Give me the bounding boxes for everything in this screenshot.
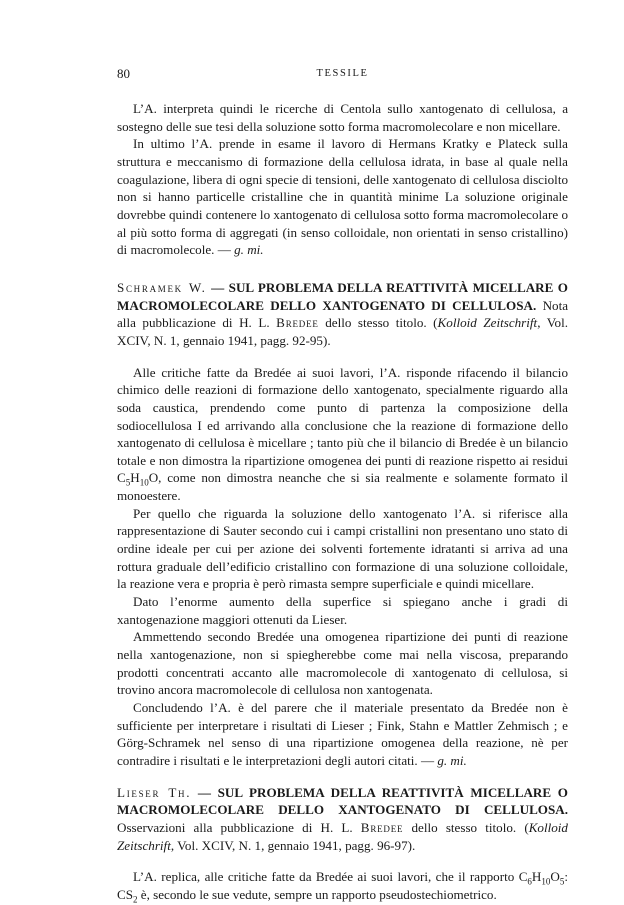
review3-heading: Lieser Th. — SUL PROBLEMA DELLA REATTIVITÀ MICELLARE O MACROMOLECOLARE DELLO XANTOGENATO DI CELLULOSA. Osservazioni alla pubblicazione di H. L. Bredee dello stesso titolo. (Kolloid Zeitschrift, Vol. XCIV, N. 1, gennaio 1941, pagg. 96-97). [117,784,568,853]
formula-o: O [148,470,159,486]
review2-paragraph-5-text: Concludendo l’A. è del parere che il materiale presentato da Bredée non è sufficiente per interpretare i risultati di Lieser ; Fink, Stahn e Mattler Zehmisch ; e Görg-Schramek nel senso di una ripartizione omogenea della reazione, nè per contradire i risultati e le interpretazioni degli autori citati. — [117,700,568,768]
review3-citation: , Vol. XCIV, N. 1, gennaio 1941, pagg. 96-97). [170,837,416,853]
review3-note-name: Bredee [360,819,404,835]
review3-note-pre: Osservazioni alla pubblicazione di H. L. [117,819,353,835]
page-header [117,66,568,86]
formula-c5h10o [117,470,159,489]
review3-paragraph-1 [117,868,568,903]
formula-separator: : CS [117,869,568,902]
review2-paragraph-3: Dato l’enorme aumento della superfice si spiegano anche i gradi di xantogenazione maggiori ottenuti da Lieser. [117,594,568,627]
formula-h: H [130,470,140,486]
review2-paragraph-1-text: Alle critiche fatte da Bredée ai suoi lavori, l’A. risponde rifacendo il bilancio chimico delle reazioni di formazione dello xantogenato, specialmente riguardo alla soda caustica, prendendo come punto di partenza la composizione della sodiocellulosa I ed arrivando alla conclusione che la reazione di formazione dello xantogenato di cellulosa è micellare ; tanto più che il bilancio di Bredée è un bilancio totale e non dimostra la ripartizione omogenea dei punti di reazione rispetto ai residui [117,364,568,468]
review3-author: Lieser Th. [117,784,192,800]
review2-initials: g. mi. [437,752,467,768]
review1-initials: g. mi. [234,242,264,258]
spacer [117,854,568,868]
review2-paragraph-4: Ammettendo secondo Bredée una omogenea ripartizione dei punti di reazione nella xantogenazione, non si spiegherebbe come mai nella viscosa, preparando prodotti concentrati accanto alle macromolecole di xantogenato di cellulosa, si trovino ancora macromolecole di cellulosa non xantogenata. [117,629,568,698]
review1-paragraph-2-text: In ultimo l’A. prende in esame il lavoro di Hermans Kratky e Plateck sulla struttura e meccanismo di formazione della cellulosa idrata, in base al quale nella coagulazione, libera di ogni specie di tensioni, delle xantogenato di cellulosa disciolto non si hanno particelle cristalline che in quantità minime La soluzione originale dovrebbe quindi contenere lo xantogenato di cellulosa sotto forma macromolecolare o al più sotto forma di aggregati (in senso colloidale, non orientati in senso cristallino) di macromolecole. — [117,136,568,258]
review3-title: — SUL PROBLEMA DELLA REATTIVITÀ MICELLARE O MACROMOLECOLARE DELLO XANTOGENATO DI CELLULOSA. [117,784,568,818]
review2-paragraph-2: Per quello che riguarda la soluzione dello xantogenato l’A. si riferisce alla rappresentazione di Sauter secondo cui i campi cristallini non presentano uno stato di ordine ideale per cui per azione dei solventi fortemente idratanti si arriva ad una rottura graduale dell’edificio cristallino con formazione di una soluzione colloidale, la reazione vera e propria è però rimasta sempre superficiale e quindi micellare. [117,505,568,592]
formula-c-sub: 5 [125,478,131,489]
formula-c: C [117,470,126,486]
formula-o-sub: 5 [559,876,565,887]
formula-h-sub: 10 [541,876,551,887]
formula-s-sub: 2 [133,894,138,905]
review3-paragraph-1-text: L’A. replica, alle critiche fatte da Bredée ai suoi lavori, che il rapporto [133,869,515,885]
formula-h: H [531,869,542,885]
review2-heading: Schramek W. — SUL PROBLEMA DELLA REATTIVITÀ MICELLARE O MACROMOLECOLARE DELLO XANTOGENATO DI CELLULOSA. Nota alla pubblicazione di H. L. Bredee dello stesso titolo. (Kolloid Zeitschrift, Vol. XCIV, N. 1, gennaio 1941, pagg. 92-95). [117,279,569,348]
review1-paragraph-1: L’A. interpreta quindi le ricerche di Centola sullo xantogenato di cellulosa, a sostegno delle sue tesi della soluzione sotto forma macromolecolare e non micellare. [117,101,568,134]
review2-note-name: Bredee [276,315,319,331]
spacer [117,259,568,279]
review2-title: — SUL PROBLEMA DELLA REATTIVITÀ MICELLARE O MACROMOLECOLARE DELLO XANTOGENATO DI CELLULOSA. [117,279,568,313]
review3-journal: Kolloid Zeitschrift [117,819,568,853]
formula-c: C [518,869,528,885]
review1-paragraph-2 [117,135,568,259]
review3-note-post: dello stesso titolo. [411,819,517,835]
review3-paragraph-1-end: è, secondo le sue vedute, sempre un rapporto pseudostechiometrico. [137,886,497,902]
spacer [117,350,568,364]
review2-paragraph-1-end: , come non dimostra neanche che si sia realmente e solamente formato il monoestere. [117,470,568,504]
formula-o: O [550,869,560,885]
review2-note-pre: Nota alla pubblicazione di H. L. [117,297,569,331]
text-column [117,100,568,904]
spacer [117,770,568,784]
review2-author: Schramek W. [117,279,207,295]
formula-c-sub: 6 [527,876,532,887]
page-number: 80 [117,66,130,81]
review2-note-post: dello stesso titolo. [325,315,427,331]
review2-journal: Kolloid Zeitschrift [437,315,538,331]
formula-h-sub: 10 [139,478,149,489]
review2-paragraph-1 [117,364,568,505]
running-head: TESSILE [316,68,369,79]
review2-paragraph-5 [117,699,568,770]
review2-citation: , Vol. XCIV, N. 1, gennaio 1941, pagg. 92-95). [117,315,568,348]
